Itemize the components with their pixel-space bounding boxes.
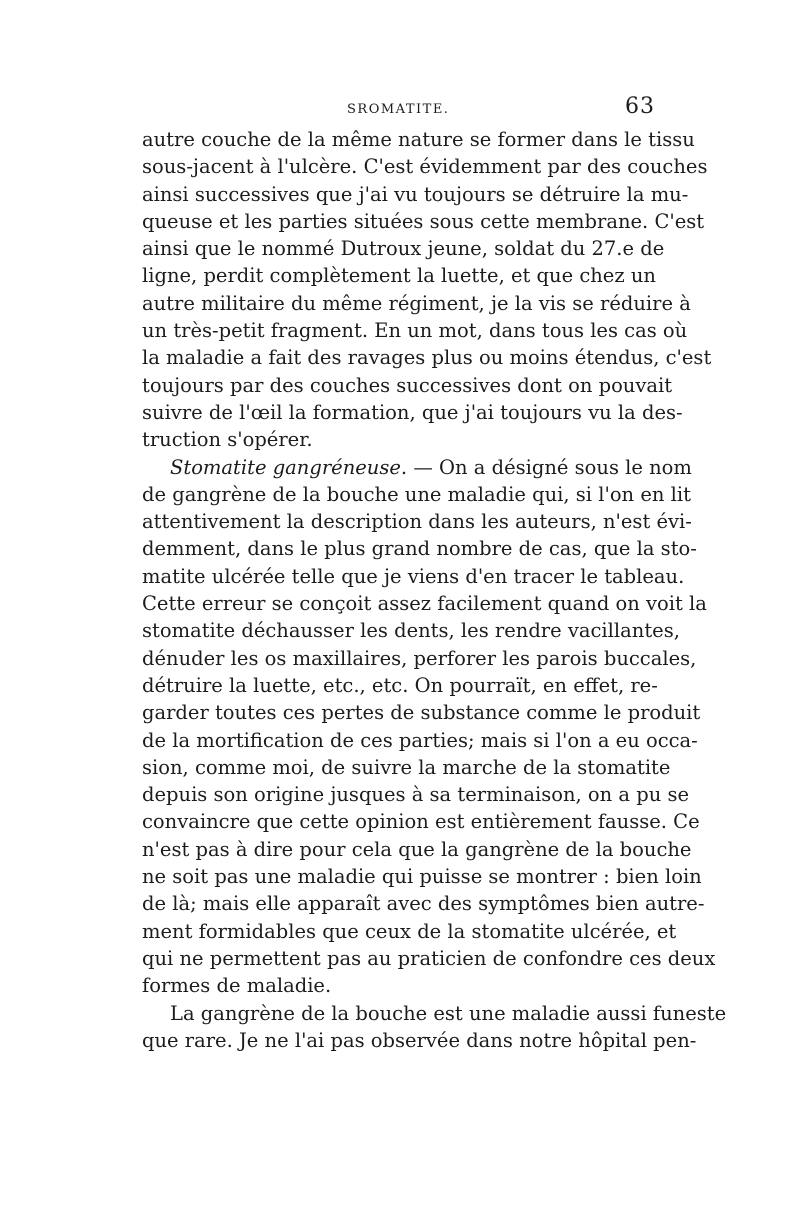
text-line: que rare. Je ne l'ai pas observée dans notre hôpital pen- xyxy=(142,1028,697,1052)
text-line: La gangrène de la bouche est une maladie aussi funeste xyxy=(170,1001,727,1025)
text-line: ligne, perdit complètement la luette, et que chez un xyxy=(142,264,656,288)
text-line: un très-petit fragment. En un mot, dans tous les cas où xyxy=(142,319,688,343)
text-line: la maladie a fait des ravages plus ou moins étendus, c'est xyxy=(142,346,712,370)
text-line: demment, dans le plus grand nombre de cas, que la sto- xyxy=(142,537,697,561)
text-line: ment formidables que ceux de la stomatite ulcérée, et xyxy=(142,919,677,943)
text-line: sous-jacent à l'ulcère. C'est évidemment par des couches xyxy=(142,155,708,179)
text-line: autre militaire du même régiment, je la vis se réduire à xyxy=(142,291,691,315)
text-line: de la mortification de ces parties; mais si l'on a eu occa- xyxy=(142,728,698,752)
text-line: queuse et les parties situées sous cette membrane. C'est xyxy=(142,209,705,233)
text-line: toujours par des couches successives dont on pouvait xyxy=(142,373,673,397)
text-line: ainsi que le nommé Dutroux jeune, soldat du 27.e de xyxy=(142,237,665,261)
text-line: de gangrène de la bouche une maladie qui, si l'on en lit xyxy=(142,482,691,506)
page-number: 63 xyxy=(625,94,655,119)
body-text xyxy=(142,126,727,1054)
text-line: autre couche de la même nature se former dans le tissu xyxy=(142,128,695,151)
text-line: qui ne permettent pas au praticien de confondre ces deux xyxy=(142,946,716,970)
text-line: détruire la luette, etc., etc. On pourraït, en effet, re- xyxy=(142,673,658,697)
text-line: sion, comme moi, de suivre la marche de la stomatite xyxy=(142,755,671,779)
lead-text: — On a désigné sous le nom xyxy=(407,455,692,479)
text-line: truction s'opérer. xyxy=(142,428,313,452)
section-heading: Stomatite gangréneuse. xyxy=(170,455,408,479)
paragraph-1 xyxy=(142,126,712,454)
text-line: attentivement la description dans les auteurs, n'est évi- xyxy=(142,510,692,534)
text-line: garder toutes ces pertes de substance comme le produit xyxy=(142,701,701,725)
text-line: depuis son origine jusques à sa terminaison, on a pu se xyxy=(142,783,690,807)
text-line: n'est pas à dire pour cela que la gangrène de la bouche xyxy=(142,837,692,861)
paragraph-2 xyxy=(142,454,716,1000)
page-header xyxy=(142,94,655,126)
text-line: matite ulcérée telle que je viens d'en tracer le tableau. xyxy=(142,564,685,588)
text-line: convaincre que cette opinion est entièrement fausse. Ce xyxy=(142,810,700,834)
text-line: stomatite déchausser les dents, les rendre vacillantes, xyxy=(142,619,680,643)
running-head: SROMATITE. xyxy=(347,102,450,117)
text-line: dénuder les os maxillaires, perforer les parois buccales, xyxy=(142,646,697,670)
text-line: ne soit pas une maladie qui puisse se montrer : bien loin xyxy=(142,865,702,889)
text-line: formes de maladie. xyxy=(142,974,332,998)
text-line: de là; mais elle apparaît avec des symptômes bien autre- xyxy=(142,892,705,916)
paragraph-3 xyxy=(142,1000,727,1055)
text-line: suivre de l'œil la formation, que j'ai toujours vu la des- xyxy=(142,400,683,424)
text-line: ainsi successives que j'ai vu toujours se détruire la mu- xyxy=(142,182,689,206)
text-line-lead xyxy=(142,454,692,481)
text-line: Cette erreur se conçoit assez facilement quand on voit la xyxy=(142,592,707,616)
